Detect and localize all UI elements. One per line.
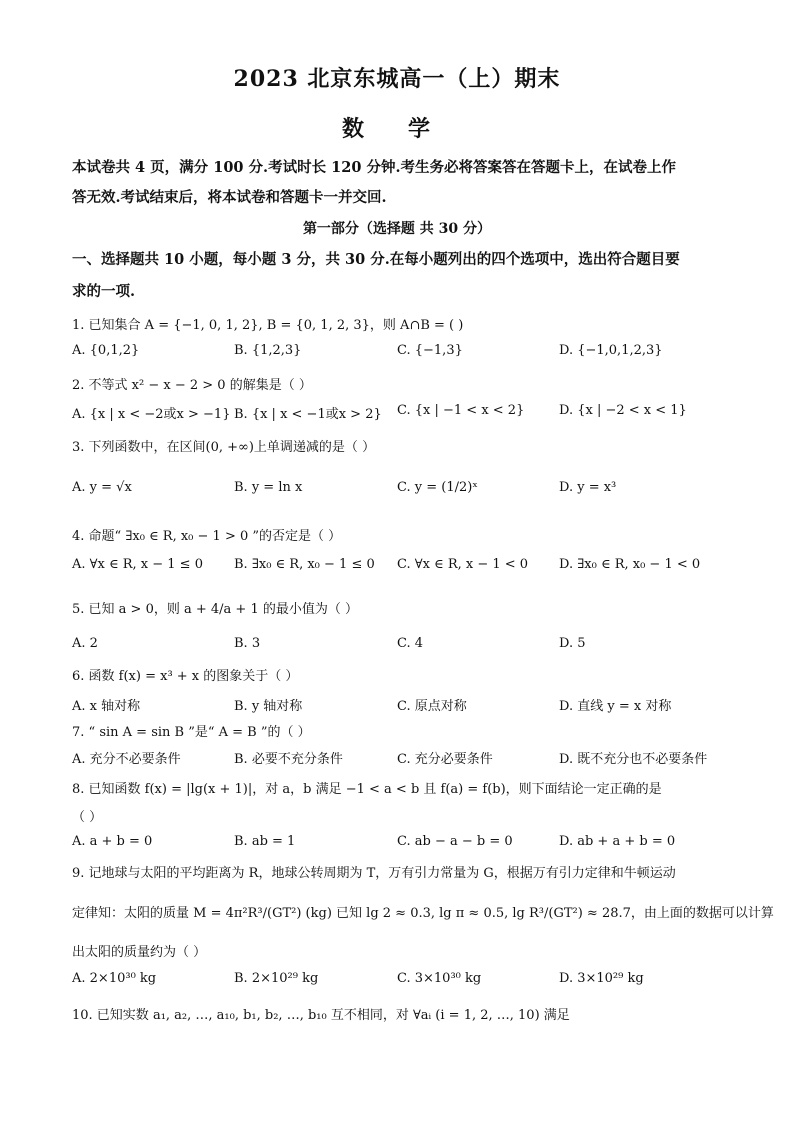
option-a: A. ∀x ∈ R, x − 1 ≤ 0 bbox=[72, 557, 203, 572]
option-d: D. 既不充分也不必要条件 bbox=[559, 752, 708, 767]
question-3-stem: 3. 下列函数中，在区间(0, +∞)上单调递减的是（ ） bbox=[72, 440, 376, 455]
option-a: A. {0,1,2} bbox=[72, 343, 140, 358]
option-d: D. {x | −2 < x < 1} bbox=[559, 403, 687, 418]
question-8-options bbox=[72, 834, 722, 854]
option-c: C. y = (1/2)ˣ bbox=[397, 480, 478, 495]
option-a: A. {x | x < −2或x > −1} bbox=[72, 407, 231, 422]
question-4-options bbox=[72, 557, 722, 577]
option-d: D. ab + a + b = 0 bbox=[559, 834, 676, 849]
question-8-stem: 8. 已知函数 f(x) = |lg(x + 1)|，对 a，b 满足 −1 < a < b 且 f(a) = f(b)，则下面结论一定正确的是 bbox=[72, 782, 662, 797]
option-c: C. 4 bbox=[397, 636, 424, 651]
subject-title: 数学 bbox=[341, 116, 474, 142]
question-8-stem-cont: （ ） bbox=[72, 810, 103, 825]
intro-line-2: 答无效.考试结束后，将本试卷和答题卡一并交回. bbox=[72, 189, 387, 206]
option-b: B. ab = 1 bbox=[234, 834, 296, 849]
option-a: A. y = √x bbox=[72, 480, 132, 495]
option-d: D. y = x³ bbox=[559, 480, 617, 495]
question-5-options bbox=[72, 636, 722, 656]
question-9-stem: 9. 记地球与太阳的平均距离为 R，地球公转周期为 T，万有引力常量为 G，根据万有引力定律和牛顿运动 bbox=[72, 866, 676, 881]
option-b: B. ∃x₀ ∈ R, x₀ − 1 ≤ 0 bbox=[234, 557, 375, 572]
question-4-stem: 4. 命题“ ∃x₀ ∈ R, x₀ − 1 > 0 ”的否定是（ ） bbox=[72, 529, 342, 544]
question-1-stem: 1. 已知集合 A = {−1, 0, 1, 2}, B = {0, 1, 2, 3}，则 A∩B = ( ) bbox=[72, 318, 464, 333]
section-instructions-2: 求的一项. bbox=[72, 283, 136, 300]
option-c: C. {−1,3} bbox=[397, 343, 463, 358]
option-b: B. 必要不充分条件 bbox=[234, 752, 343, 767]
option-c: C. 充分必要条件 bbox=[397, 752, 493, 767]
question-9-stem-cont-2: 出太阳的质量约为（ ） bbox=[72, 945, 207, 960]
option-a: A. a + b = 0 bbox=[72, 834, 153, 849]
option-d: D. ∃x₀ ∈ R, x₀ − 1 < 0 bbox=[559, 557, 701, 572]
question-7-stem: 7. “ sin A = sin B ”是“ A = B ”的（ ） bbox=[72, 725, 311, 740]
option-c: C. ∀x ∈ R, x − 1 < 0 bbox=[397, 557, 529, 572]
part-heading: 第一部分（选择题 共 30 分） bbox=[302, 221, 492, 237]
option-d: D. {−1,0,1,2,3} bbox=[559, 343, 663, 358]
option-b: B. y = ln x bbox=[234, 480, 303, 495]
question-6-options bbox=[72, 695, 722, 715]
option-b: B. {1,2,3} bbox=[234, 343, 302, 358]
option-c: C. 原点对称 bbox=[397, 699, 467, 714]
option-a: A. 充分不必要条件 bbox=[72, 752, 181, 767]
option-d: D. 3×10²⁹ kg bbox=[559, 971, 644, 986]
option-b: B. y 轴对称 bbox=[234, 699, 303, 714]
option-b: B. 2×10²⁹ kg bbox=[234, 971, 319, 986]
question-5-stem: 5. 已知 a > 0，则 a + 4/a + 1 的最小值为（ ） bbox=[72, 602, 358, 617]
question-2-options bbox=[72, 403, 722, 423]
option-c: C. {x | −1 < x < 2} bbox=[397, 403, 525, 418]
question-1-options bbox=[72, 343, 722, 363]
question-10-stem: 10. 已知实数 a₁, a₂, …, a₁₀, b₁, b₂, …, b₁₀ 互不相同，对 ∀aᵢ (i = 1, 2, …, 10) 满足 bbox=[72, 1008, 570, 1023]
option-c: C. ab − a − b = 0 bbox=[397, 834, 513, 849]
option-c: C. 3×10³⁰ kg bbox=[397, 971, 482, 986]
question-9-options bbox=[72, 971, 722, 991]
exam-title: 2023 北京东城高一（上）期末 bbox=[233, 66, 561, 92]
option-a: A. 2 bbox=[72, 636, 98, 651]
question-3-options bbox=[72, 480, 722, 500]
option-a: A. x 轴对称 bbox=[72, 699, 141, 714]
option-d: D. 直线 y = x 对称 bbox=[559, 699, 672, 714]
section-instructions-1: 一、选择题共 10 小题，每小题 3 分，共 30 分.在每小题列出的四个选项中，选出符合题目要 bbox=[72, 251, 680, 268]
option-b: B. {x | x < −1或x > 2} bbox=[234, 407, 382, 422]
question-7-options bbox=[72, 748, 722, 768]
intro-line-1: 本试卷共 4 页，满分 100 分.考试时长 120 分钟.考生务必将答案答在答题卡上，在试卷上作 bbox=[72, 159, 677, 176]
option-d: D. 5 bbox=[559, 636, 586, 651]
question-9-stem-cont: 定律知：太阳的质量 M = 4π²R³/(GT²) (kg) 已知 lg 2 ≈ 0.3, lg π ≈ 0.5, lg R³/(GT²) ≈ 28.7，由上面的数据可以计算 bbox=[72, 906, 774, 921]
question-2-stem: 2. 不等式 x² − x − 2 > 0 的解集是（ ） bbox=[72, 378, 312, 393]
question-6-stem: 6. 函数 f(x) = x³ + x 的图象关于（ ） bbox=[72, 669, 299, 684]
option-b: B. 3 bbox=[234, 636, 261, 651]
option-a: A. 2×10³⁰ kg bbox=[72, 971, 157, 986]
